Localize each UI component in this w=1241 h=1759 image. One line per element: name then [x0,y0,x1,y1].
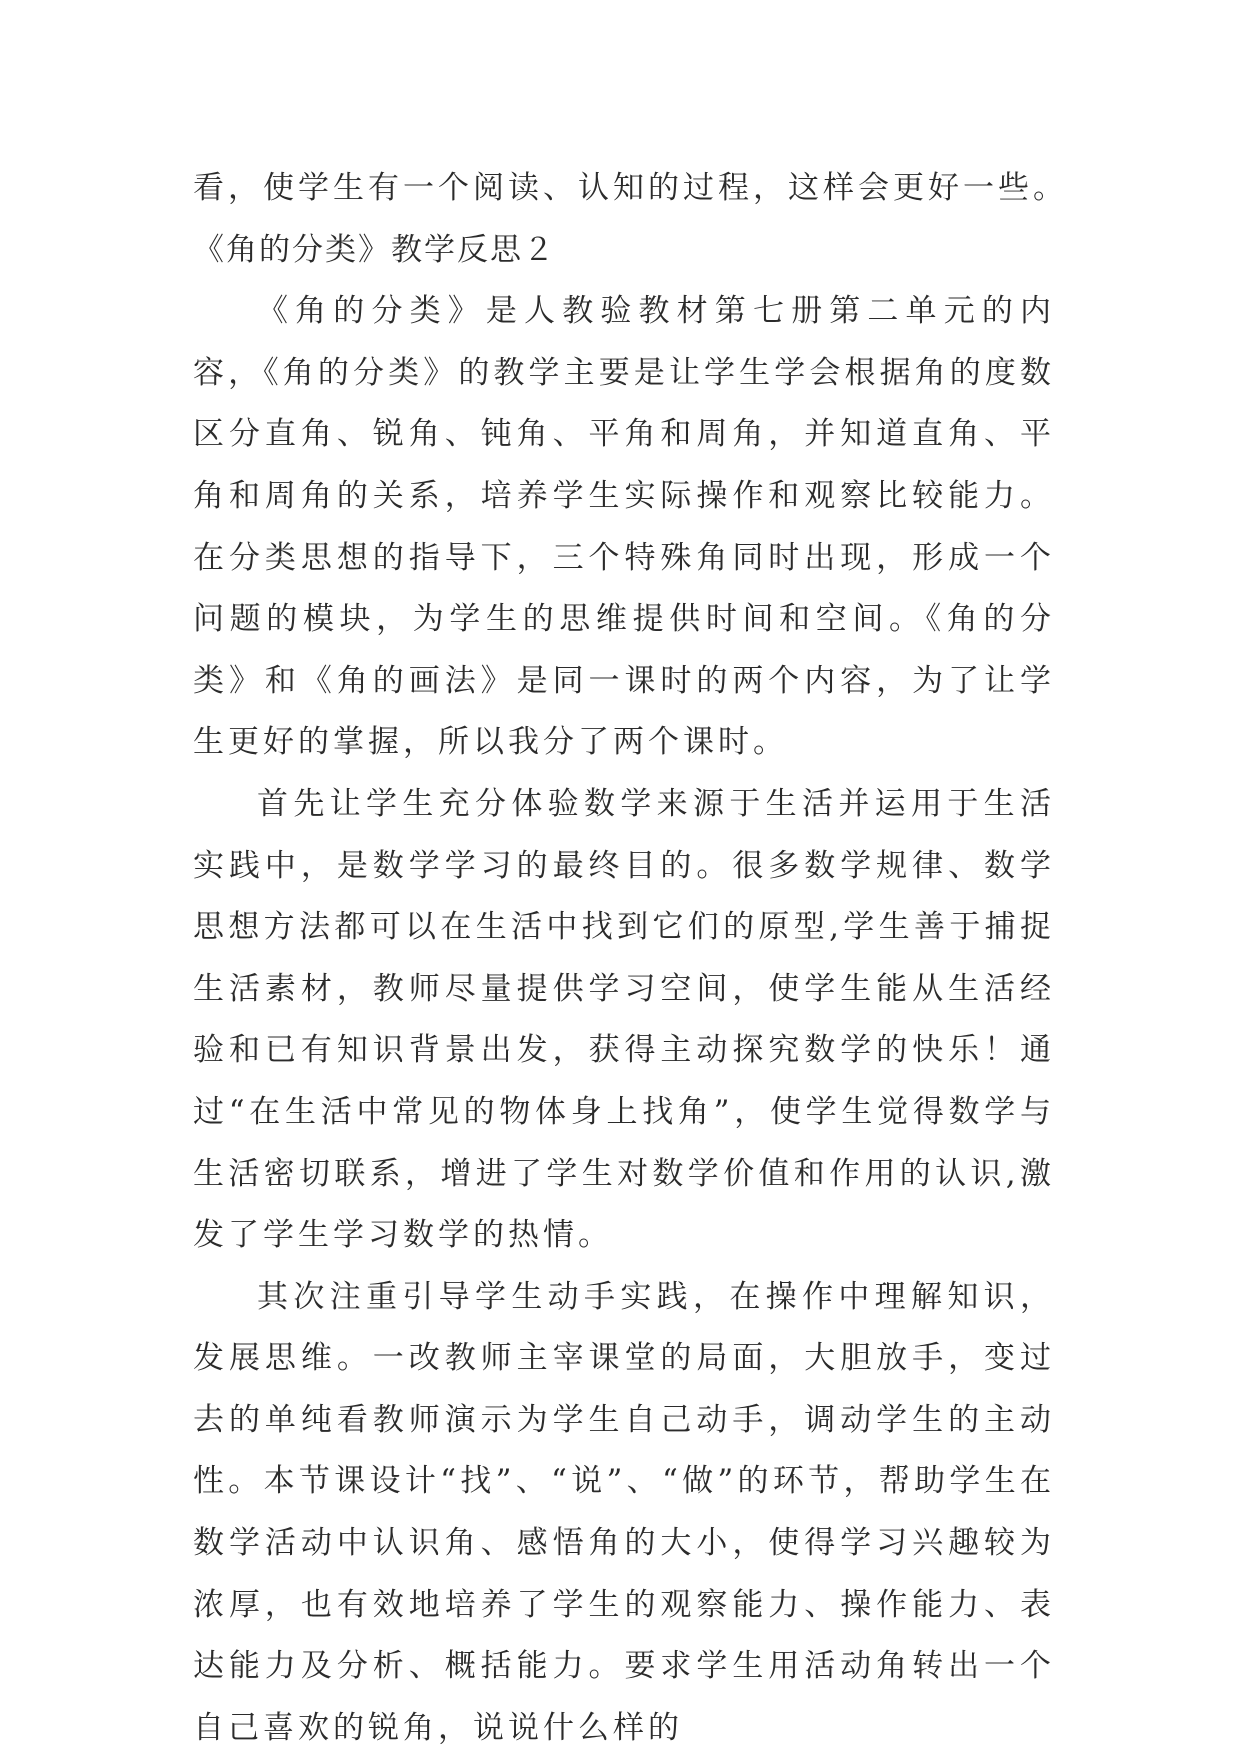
paragraph-3: 其次注重引导学生动手实践，在操作中理解知识，发展思维。一改教师主宰课堂的局面，大胆放手，变过去的单纯看教师演示为学生自己动手，调动学生的主动性。本节课设计“找”、“说”、“做”的环节，帮助学生在数学活动中认识角、感悟角的大小，使得学习兴趣较为浓厚，也有效地培养了学生的观察能力、操作能力、表达能力及分析、概括能力。要求学生用活动角转出一个自己喜欢的锐角，说说什么样的 [193,1278,1055,1746]
document-body [193,158,1068,1759]
paragraph-1: 《角的分类》是人教验教材第七册第二单元的内容，《角的分类》的教学主要是让学生学会根据角的度数区分直角、锐角、钝角、平角和周角，并知道直角、平角和周角的关系，培养学生实际操作和观察比较能力。在分类思想的指导下，三个特殊角同时出现，形成一个问题的模块，为学生的思维提供时间和空间。《角的分类》和《角的画法》是同一课时的两个内容，为了让学生更好的掌握，所以我分了两个课时。 [193,293,1055,761]
continuation-line: 看，使学生有一个阅读、认知的过程，这样会更好一些。 [193,170,1068,206]
section-heading: 《角的分类》教学反思２ [193,231,556,268]
paragraph-2: 首先让学生充分体验数学来源于生活并运用于生活实践中，是数学学习的最终目的。很多数学规律、数学思想方法都可以在生活中找到它们的原型,学生善于捕捉生活素材，教师尽量提供学习空间，使学生能从生活经验和已有知识背景出发，获得主动探究数学的快乐！通过“在生活中常见的物体身上找角”，使学生觉得数学与生活密切联系，增进了学生对数学价值和作用的认识,激发了学生学习数学的热情。 [193,785,1055,1254]
